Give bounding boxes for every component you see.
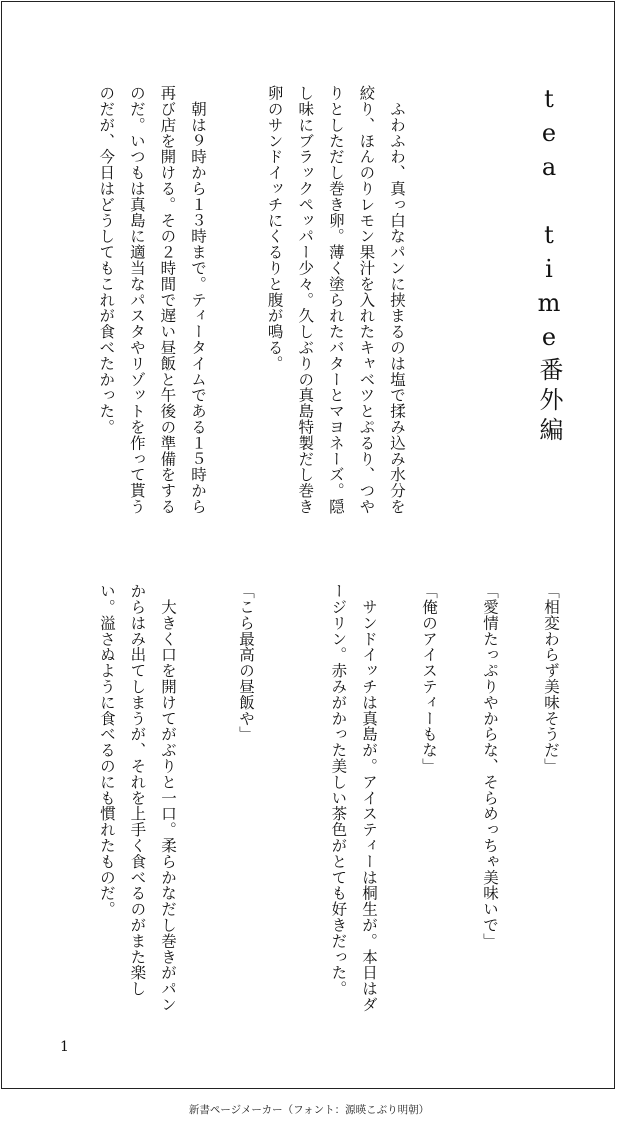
dialogue-line: 「俺のアイスティーもな」 bbox=[420, 583, 438, 774]
body-paragraph: 大きく口を開けてがぶりと一口。柔らかなだし巻きがパンからはみ出てしまうが、それを上手く食べるのがまた楽しい。溢さぬように食べるのにも慣れたものだ。 bbox=[97, 583, 177, 1013]
body-paragraph: ふわふわ、真っ白なパンに挟まるのは塩で揉み込み水分を絞り、ほんのりレモン果汁を入れたキャベツとぷるり、つやりとしただし巻き卵。薄く塗られたバターとマヨネーズ。隠し味にブラックペッパー少々。久しぶりの真島特製だし巻き卵のサンドイッチにくるりと腹が鳴る。 bbox=[265, 85, 406, 515]
book-page bbox=[1, 1, 615, 1089]
footer-credit: 新書ページメーカー（フォント：源暎こぶり明朝） bbox=[188, 1104, 430, 1116]
page-number: 1 bbox=[60, 1039, 69, 1055]
dialogue-line: 「こら最高の昼飯や」 bbox=[237, 583, 255, 742]
chapter-title: tea time番外編 bbox=[535, 85, 563, 447]
body-paragraph: サンドイッチは真島が。アイスティーは桐生が。本日はダージリン。赤みがかった美しい茶色がとても好きだった。 bbox=[329, 583, 378, 1013]
dialogue-line: 「相変わらず美味そうだ」 bbox=[542, 583, 560, 774]
dialogue-line: 「愛情たっぷりやからな、そらめっちゃ美味いで」 bbox=[481, 583, 499, 949]
body-paragraph: 朝は９時から１３時まで。ティータイムである１５時から再び店を開ける。その２時間で遅い昼飯と午後の準備をするのだ。いつもは真島に適当なパスタやリゾットを作って貰うのだが、今日はどうしてもこれが食べたかった。 bbox=[97, 85, 207, 515]
